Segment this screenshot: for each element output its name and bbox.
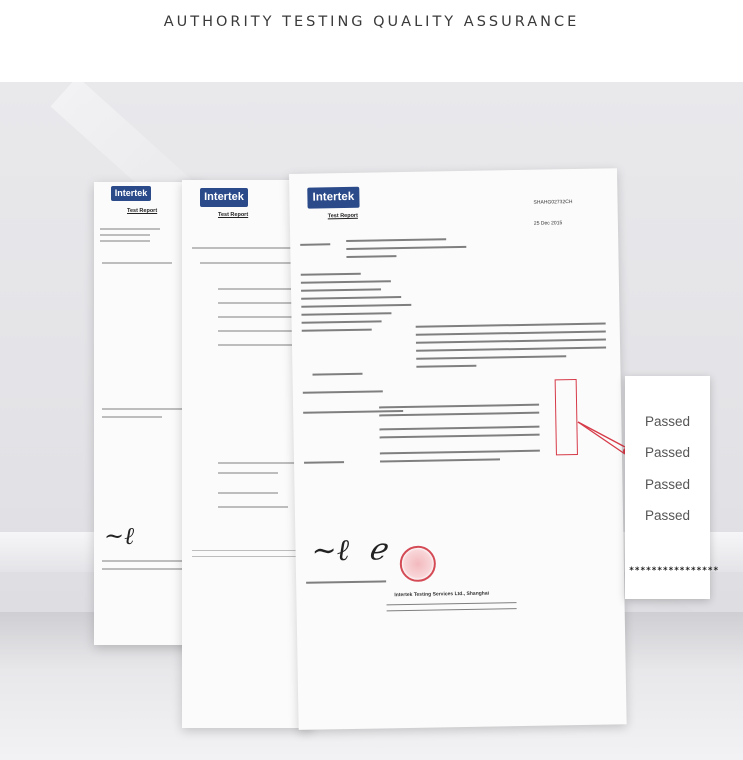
result-passed: Passed — [644, 508, 691, 523]
report-title: Test Report — [218, 212, 249, 218]
result-passed: Passed — [644, 445, 691, 460]
logo-text: Intertek — [114, 188, 148, 198]
company-footer: Intertek Testing Services Ltd., Shanghai — [394, 590, 490, 599]
signature: ~ℓ — [104, 522, 135, 550]
signature: ~ℓ ℯ — [311, 532, 387, 569]
result-passed: Passed — [644, 414, 691, 429]
result-zoom-panel — [625, 376, 719, 599]
logo-text: Intertek — [204, 191, 244, 203]
page-title: AUTHORITY TESTING QUALITY ASSURANCE — [163, 14, 580, 30]
asterisk-line: **************** — [629, 566, 719, 576]
report-title: Test Report — [327, 212, 358, 220]
logo-text: Intertek — [312, 190, 355, 204]
report-number: SHAHG02732CH — [533, 199, 573, 206]
report-title: Test Report — [127, 208, 158, 214]
result-passed: Passed — [644, 477, 691, 492]
report-date: 25 Dec 2015 — [533, 220, 563, 227]
